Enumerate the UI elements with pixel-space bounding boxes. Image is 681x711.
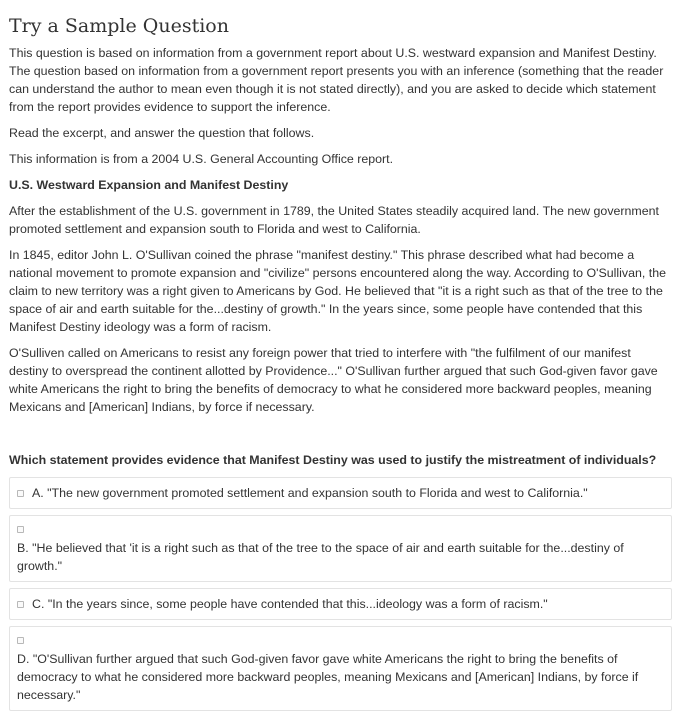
answer-option-b[interactable] — [9, 515, 672, 582]
intro-paragraph-2: Read the excerpt, and answer the question that follows. — [9, 126, 315, 140]
page-title: Try a Sample Question — [9, 15, 229, 37]
radio-button-icon[interactable] — [17, 526, 24, 533]
question-prompt: Which statement provides evidence that Manifest Destiny was used to justify the mistreatment of individuals? — [9, 453, 657, 467]
answer-option-label: D. "O'Sullivan further argued that such God-given favor gave white Americans the right to bring the benefits of democracy to what he considered more backward peoples, meaning Mexicans and [American] Indians, by force if necessary." — [17, 652, 639, 702]
excerpt-paragraph-1: After the establishment of the U.S. government in 1789, the United States steadily acquired land. The new government promoted settlement and expansion south to Florida and west to California. — [9, 204, 659, 236]
radio-button-icon[interactable] — [17, 490, 24, 497]
intro-paragraph-3: This information is from a 2004 U.S. General Accounting Office report. — [9, 152, 394, 166]
radio-button-icon[interactable] — [17, 601, 24, 608]
answer-option-a[interactable] — [9, 477, 672, 509]
intro-paragraph-1: This question is based on information from a government report about U.S. westward expansion and Manifest Destiny. The question based on information from a government report presents you with an inference (something that the reader can understand the author to mean even though it is not stated directly), and you are asked to decide which statement from the report provides evidence to support the inference. — [9, 46, 664, 114]
answer-option-label: C. "In the years since, some people have contended that this...ideology was a form of racism." — [32, 597, 548, 611]
answer-option-label: B. "He believed that 'it is a right such as that of the tree to the space of air and earth suitable for the...destiny of growth." — [17, 541, 624, 573]
excerpt-paragraph-3: O'Sulliven called on Americans to resist any foreign power that tried to interfere with "the fulfilment of our manifest destiny to overspread the continent allotted by Providence..." O'Sullivan further argued that such God-given favor gave white Americans the right to bring the benefits of democracy to what he considered more backward peoples, meaning Mexicans and [American] Indians, by force if necessary. — [9, 346, 658, 414]
answer-option-d[interactable] — [9, 626, 672, 711]
excerpt-heading: U.S. Westward Expansion and Manifest Destiny — [9, 178, 289, 192]
radio-button-icon[interactable] — [17, 637, 24, 644]
excerpt-paragraph-2: In 1845, editor John L. O'Sullivan coined the phrase "manifest destiny." This phrase described what had become a national movement to promote expansion and "civilize" persons encountered along the way. According to O'Sullivan, the claim to new territory was a right given to Americans by God. He believed that "it is a right such as that of the tree to the space of air and earth suitable for the...destiny of growth." In the years since, some people have contended that this Manifest Destiny ideology was a form of racism. — [9, 248, 667, 334]
answer-option-c[interactable] — [9, 588, 672, 620]
section-spacer — [9, 424, 672, 450]
answer-option-label: A. "The new government promoted settlement and expansion south to Florida and west to California." — [32, 486, 588, 500]
